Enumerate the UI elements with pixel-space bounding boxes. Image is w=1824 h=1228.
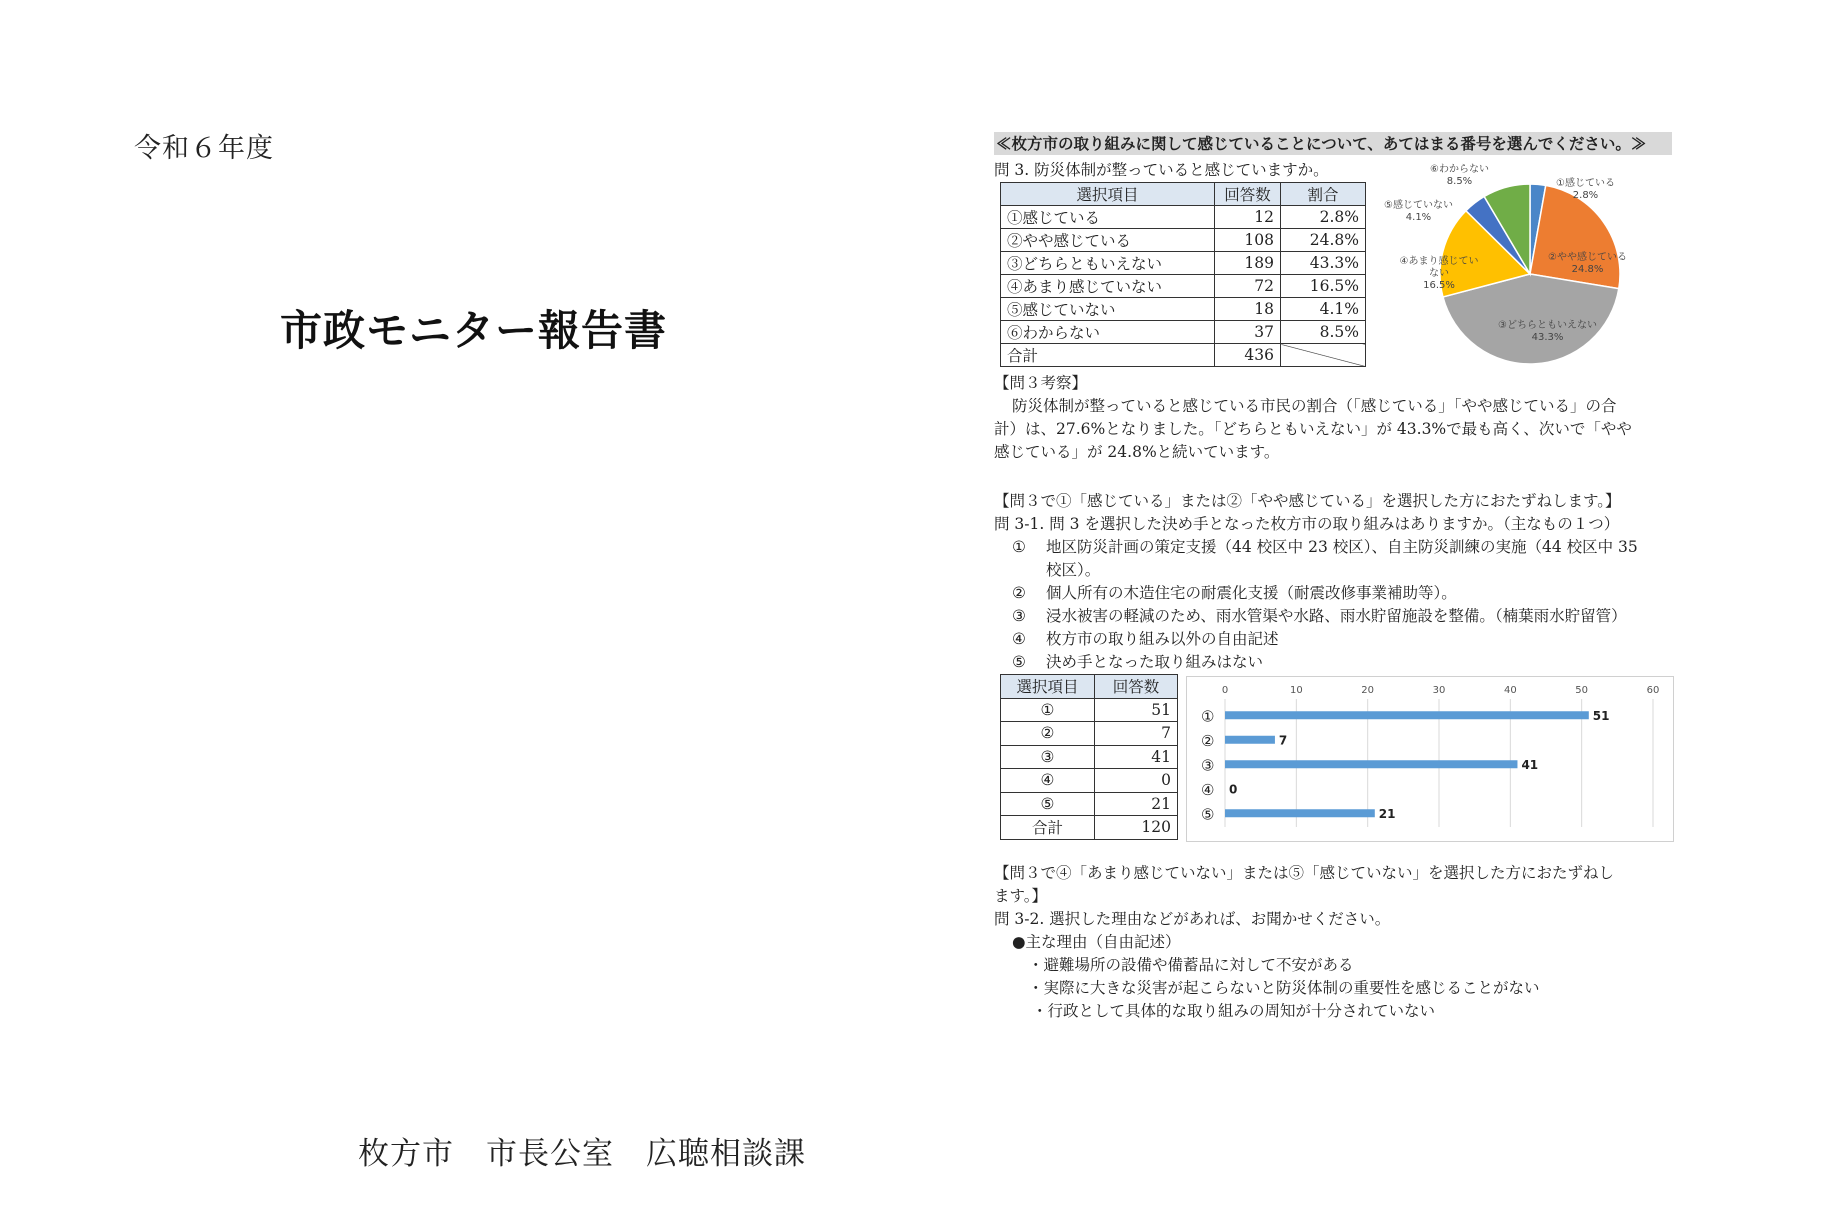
pie-label-1-pct: 2.8% (1572, 190, 1599, 201)
q3-1-row-count: 41 (1095, 745, 1178, 769)
bar-tick-label: 20 (1361, 685, 1375, 696)
consideration-line: 感じている」が 24.8%と続いています。 (994, 443, 1280, 461)
q3-1-row-count: 21 (1095, 792, 1178, 816)
table-row (1001, 321, 1366, 344)
q3-1-row-item: ④ (1001, 769, 1095, 793)
option-mark: ① (1012, 538, 1026, 556)
q3-row-pct: 43.3% (1281, 252, 1366, 275)
q3-1-row-item: ① (1001, 698, 1095, 722)
q3-1-header-item: 選択項目 (1001, 675, 1095, 699)
consideration-title: 【問３考察】 (994, 374, 1088, 392)
q3-total-count: 436 (1215, 344, 1281, 367)
q3-1-row-item: ② (1001, 722, 1095, 746)
option-mark: ④ (1012, 630, 1026, 648)
q3-row-item: ⑤感じていない (1001, 298, 1215, 321)
pie-label-5 (1384, 200, 1453, 224)
q3-row-count: 12 (1215, 206, 1281, 229)
pie-label-5-pct: 4.1% (1405, 212, 1432, 223)
table-row (1001, 792, 1178, 816)
q3-row-pct: 2.8% (1281, 206, 1366, 229)
q3-row-count: 189 (1215, 252, 1281, 275)
q3-1-table-header-row (1001, 675, 1178, 699)
q3-1-row-count: 51 (1095, 698, 1178, 722)
q3-1-section (994, 490, 1672, 674)
table-row (1001, 229, 1366, 252)
reason-item: ・避難場所の設備や備蓄品に対して不安がある (1028, 956, 1354, 974)
q3-1-table (1000, 674, 1178, 840)
bar-value-label: 0 (1229, 782, 1238, 797)
bar-value-label: 21 (1378, 806, 1396, 821)
q3-1-header-count: 回答数 (1095, 675, 1178, 699)
q3-1-row-count: 7 (1095, 722, 1178, 746)
bar-value-label: 7 (1278, 733, 1288, 748)
pie-label-6-name: ⑥わからない (1430, 164, 1489, 175)
q3-1-total-count: 120 (1095, 816, 1178, 840)
q3-2-intro: ます。】 (994, 887, 1048, 905)
table-row (1001, 206, 1366, 229)
report-title: 市政モニター報告書 (280, 306, 668, 355)
bar-value-label: 51 (1592, 708, 1610, 723)
q3-header-count: 回答数 (1215, 183, 1281, 206)
table-row (1001, 252, 1366, 275)
bar-category-label: ② (1201, 731, 1215, 750)
q3-1-total-row (1001, 816, 1178, 840)
q3-2-section (994, 862, 1674, 1023)
option-mark: ② (1012, 584, 1026, 602)
option-mark: ③ (1012, 607, 1026, 625)
q3-header-pct: 割合 (1281, 183, 1366, 206)
table-row (1001, 722, 1178, 746)
department-name: 枚方市 市長公室 広聴相談課 (358, 1136, 806, 1172)
bar (1225, 760, 1517, 768)
option-text: 地区防災計画の策定支援（44 校区中 23 校区）、自主防災訓練の実施（44 校区中 35 (1046, 538, 1638, 556)
pie-label-3 (1498, 320, 1597, 344)
pie-label-6 (1430, 164, 1489, 188)
q3-1-option (994, 536, 1672, 582)
q3-1-row-count: 0 (1095, 769, 1178, 793)
pie-label-1 (1556, 178, 1615, 202)
table-row (1001, 298, 1366, 321)
bar-tick-label: 50 (1575, 685, 1589, 696)
q3-1-bar-chart (1186, 676, 1674, 842)
pie-label-2-pct: 24.8% (1571, 264, 1604, 275)
q3-header-item: 選択項目 (1001, 183, 1215, 206)
bar-svg (1187, 677, 1673, 841)
q3-consideration (994, 372, 1672, 464)
q3-row-item: ①感じている (1001, 206, 1215, 229)
bar (1225, 809, 1375, 817)
table-row (1001, 769, 1178, 793)
q3-table (1000, 182, 1366, 367)
option-text: 枚方市の取り組み以外の自由記述 (1046, 630, 1279, 648)
pie-label-5-name: ⑤感じていない (1384, 200, 1453, 211)
bar-category-label: ③ (1201, 756, 1215, 775)
q3-row-count: 108 (1215, 229, 1281, 252)
q3-1-option (994, 651, 1672, 674)
q3-total-label: 合計 (1001, 344, 1215, 367)
reason-item: ・行政として具体的な取り組みの周知が十分されていない (1032, 1002, 1436, 1020)
bar-category-label: ① (1201, 707, 1215, 726)
q3-row-count: 37 (1215, 321, 1281, 344)
pie-label-2 (1548, 252, 1627, 276)
option-mark: ⑤ (1012, 653, 1026, 671)
q3-row-pct: 8.5% (1281, 321, 1366, 344)
q3-1-row-item: ⑤ (1001, 792, 1095, 816)
q3-1-option (994, 605, 1672, 628)
q3-1-row-item: ③ (1001, 745, 1095, 769)
q3-total-empty-cell (1281, 344, 1366, 367)
q3-row-count: 72 (1215, 275, 1281, 298)
bar-category-label: ④ (1201, 780, 1215, 799)
q3-row-pct: 16.5% (1281, 275, 1366, 298)
option-text: 個人所有の木造住宅の耐震化支援（耐震改修事業補助等）。 (1046, 584, 1457, 602)
pie-label-4-pct: 16.5% (1423, 280, 1455, 291)
q3-1-intro: 【問３で①「感じている」または②「やや感じている」を選択した方におたずねします。】 (994, 492, 1621, 510)
q3-row-item: ⑥わからない (1001, 321, 1215, 344)
pie-label-4-name: ④あまり感じていない (1399, 256, 1479, 279)
q3-1-option (994, 582, 1672, 605)
section-header: ≪枚方市の取り組みに関して感じていることについて、あてはまる番号を選んでください。≫ (994, 132, 1672, 155)
pie-label-6-pct: 8.5% (1446, 176, 1473, 187)
table-row (1001, 698, 1178, 722)
bar-tick-label: 40 (1503, 685, 1517, 696)
q3-table-header-row (1001, 183, 1366, 206)
q3-2-question: 問 3-2. 選択した理由などがあれば、お聞かせください。 (994, 910, 1391, 928)
consideration-line: 防災体制が整っていると感じている市民の割合（「感じている」「やや感じている」の合 (1012, 397, 1617, 415)
bar-tick-label: 60 (1646, 685, 1660, 696)
option-text: 校区）。 (1046, 561, 1101, 579)
reason-item: ・実際に大きな災害が起こらないと防災体制の重要性を感じることがない (1028, 979, 1540, 997)
q3-row-count: 18 (1215, 298, 1281, 321)
pie-label-4 (1396, 256, 1482, 292)
q3-1-question: 問 3-1. 問 3 を選択した決め手となった枚方市の取り組みはありますか。（主なもの１つ） (994, 515, 1620, 533)
q3-pie-chart (1384, 160, 1666, 382)
bar-tick-label: 0 (1221, 685, 1229, 696)
q3-row-pct: 4.1% (1281, 298, 1366, 321)
pie-label-3-pct: 43.3% (1531, 332, 1564, 343)
q3-2-intro: 【問３で④「あまり感じていない」または⑤「感じていない」を選択した方におたずねし (994, 864, 1615, 882)
consideration-line: 計）は、27.6%となりました。「どちらともいえない」が 43.3%で最も高く、次いで「やや (994, 420, 1632, 438)
q3-total-row (1001, 344, 1366, 367)
bar-tick-label: 10 (1289, 685, 1303, 696)
q3-question: 問 3. 防災体制が整っていると感じていますか。 (994, 161, 1329, 179)
bar-value-label: 41 (1521, 757, 1539, 772)
bar (1225, 736, 1275, 744)
q3-row-item: ③どちらともいえない (1001, 252, 1215, 275)
q3-row-item: ④あまり感じていない (1001, 275, 1215, 298)
bar-category-label: ⑤ (1201, 805, 1215, 824)
report-year: 令和６年度 (134, 133, 274, 164)
q3-1-total-label: 合計 (1001, 816, 1095, 840)
option-text: 浸水被害の軽減のため、雨水管渠や水路、雨水貯留施設を整備。（楠葉雨水貯留管） (1046, 607, 1627, 625)
q3-row-item: ②やや感じている (1001, 229, 1215, 252)
pie-label-2-name: ②やや感じている (1548, 252, 1627, 263)
pie-label-1-name: ①感じている (1556, 178, 1615, 189)
bar (1225, 711, 1589, 719)
bar-tick-label: 30 (1432, 685, 1446, 696)
reasons-title: ●主な理由（自由記述） (1012, 933, 1181, 951)
option-text: 決め手となった取り組みはない (1046, 653, 1264, 671)
table-row (1001, 745, 1178, 769)
pie-label-3-name: ③どちらともいえない (1498, 320, 1597, 331)
q3-row-pct: 24.8% (1281, 229, 1366, 252)
q3-1-option (994, 628, 1672, 651)
table-row (1001, 275, 1366, 298)
